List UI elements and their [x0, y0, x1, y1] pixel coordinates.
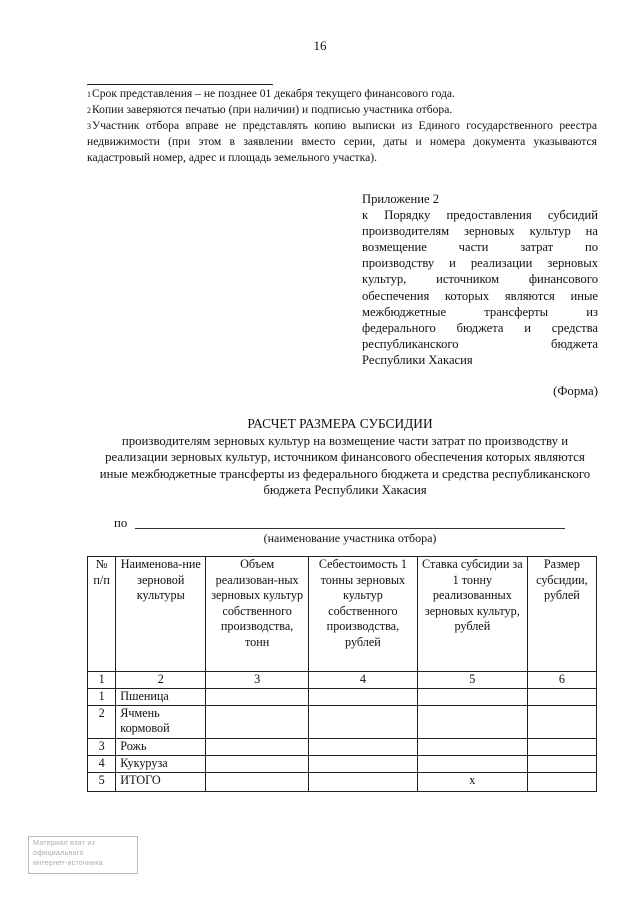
appendix-line: республиканского бюджета — [362, 336, 598, 351]
appendix-line: производителям зерновых культур на — [362, 224, 598, 239]
cost-cell[interactable] — [308, 738, 417, 755]
cost-cell[interactable] — [308, 755, 417, 772]
footnote-1 — [87, 86, 597, 102]
total-rate-cell: x — [417, 772, 527, 791]
appendix-line: производству и реализации зерновых — [362, 256, 598, 271]
stamp-line: интернет-источника — [33, 860, 103, 867]
crop-name: Кукуруза — [116, 755, 206, 772]
cost-cell[interactable] — [308, 705, 417, 738]
footnote-3 — [87, 118, 597, 166]
table-row — [88, 705, 597, 738]
appendix-header — [362, 191, 598, 368]
crop-name: Ячмень кормовой — [116, 705, 206, 738]
total-row — [88, 772, 597, 791]
appendix-line: к Порядку предоставления субсидий — [362, 208, 598, 223]
participant-caption: (наименование участника отбора) — [263, 531, 437, 545]
total-volume-cell[interactable] — [206, 772, 309, 791]
header-cell: Наименова-ние зерновой культуры — [116, 557, 206, 672]
footnote-mark: 2 — [87, 106, 91, 115]
footnote-mark: 1 — [87, 90, 91, 99]
column-number: 5 — [417, 672, 527, 689]
header-cell: Ставка субсидии за 1 тонну реализованных зерновых культур, рублей — [417, 557, 527, 672]
column-number: 2 — [116, 672, 206, 689]
form-label: (Форма) — [553, 384, 598, 398]
rate-cell[interactable] — [417, 755, 527, 772]
volume-cell[interactable] — [206, 688, 309, 705]
volume-cell[interactable] — [206, 738, 309, 755]
subsidy-cell[interactable] — [527, 688, 596, 705]
document-subtitle: производителям зерновых культур на возмещение части затрат по производству и реализации зерновых культур, источником финансового обеспечения которых являются иные межбюджетные трансферты из федерального бюджета и средства республиканского бюджета Республики Хакасия — [99, 434, 591, 497]
footnote-text: Участник отбора вправе не представлять копию выписки из Единого государственного реестра недвижимости (при этом в заявлении вместо серии, даты и номера документа указываются кадастровый номер, адрес и площадь земельного участка). — [87, 119, 597, 164]
volume-cell[interactable] — [206, 755, 309, 772]
header-cell: № п/п — [88, 557, 116, 672]
footnotes — [87, 86, 597, 166]
appendix-title: Приложение 2 — [362, 192, 440, 206]
total-subsidy-cell[interactable] — [527, 772, 596, 791]
appendix-line: федерального бюджета и средства — [362, 320, 598, 335]
total-label: ИТОГО — [116, 772, 206, 791]
column-number: 4 — [308, 672, 417, 689]
footnote-mark: 3 — [87, 122, 91, 131]
rate-cell[interactable] — [417, 688, 527, 705]
rate-cell[interactable] — [417, 705, 527, 738]
column-number-row — [88, 672, 597, 689]
footnote-2 — [87, 102, 597, 118]
participant-name-field[interactable] — [135, 528, 565, 529]
total-cost-cell[interactable] — [308, 772, 417, 791]
appendix-line: Республики Хакасия — [362, 352, 473, 367]
appendix-line: культур, источником финансового — [362, 272, 598, 287]
appendix-line: возмещение части затрат по — [362, 240, 598, 255]
row-number: 2 — [88, 705, 116, 738]
header-cell: Размер субсидии, рублей — [527, 557, 596, 672]
header-cell: Себестоимость 1 тонны зерновых культур собственного производства, рублей — [308, 557, 417, 672]
row-number: 4 — [88, 755, 116, 772]
crop-name: Пшеница — [116, 688, 206, 705]
column-number: 6 — [527, 672, 596, 689]
volume-cell[interactable] — [206, 705, 309, 738]
row-number: 1 — [88, 688, 116, 705]
table-row — [88, 755, 597, 772]
document-title: РАСЧЕТ РАЗМЕРА СУБСИДИИ — [247, 416, 433, 431]
table-row — [88, 738, 597, 755]
table-header-row — [88, 557, 597, 672]
column-number: 1 — [88, 672, 116, 689]
subsidy-calculation-table — [87, 556, 597, 792]
footnote-text: Срок представления – не позднее 01 декабря текущего финансового года. — [92, 87, 455, 100]
subsidy-cell[interactable] — [527, 705, 596, 738]
appendix-line: обеспечения которых являются иные — [362, 288, 598, 303]
footnote-separator — [87, 84, 273, 85]
subsidy-cell[interactable] — [527, 755, 596, 772]
column-number: 3 — [206, 672, 309, 689]
crop-name: Рожь — [116, 738, 206, 755]
header-cell: Объем реализован-ных зерновых культур собственного производства, тонн — [206, 557, 309, 672]
appendix-body — [362, 207, 598, 368]
cost-cell[interactable] — [308, 688, 417, 705]
appendix-line: межбюджетные трансферты из — [362, 304, 598, 319]
certification-stamp — [28, 836, 138, 874]
row-number: 3 — [88, 738, 116, 755]
stamp-line: Материал взят из официального — [33, 840, 96, 857]
table-row — [88, 688, 597, 705]
footnote-text: Копии заверяются печатью (при наличии) и подписью участника отбора. — [92, 103, 453, 116]
page-number: 16 — [313, 38, 327, 53]
row-number: 5 — [88, 772, 116, 791]
rate-cell[interactable] — [417, 738, 527, 755]
subsidy-cell[interactable] — [527, 738, 596, 755]
po-label: по — [114, 516, 128, 530]
